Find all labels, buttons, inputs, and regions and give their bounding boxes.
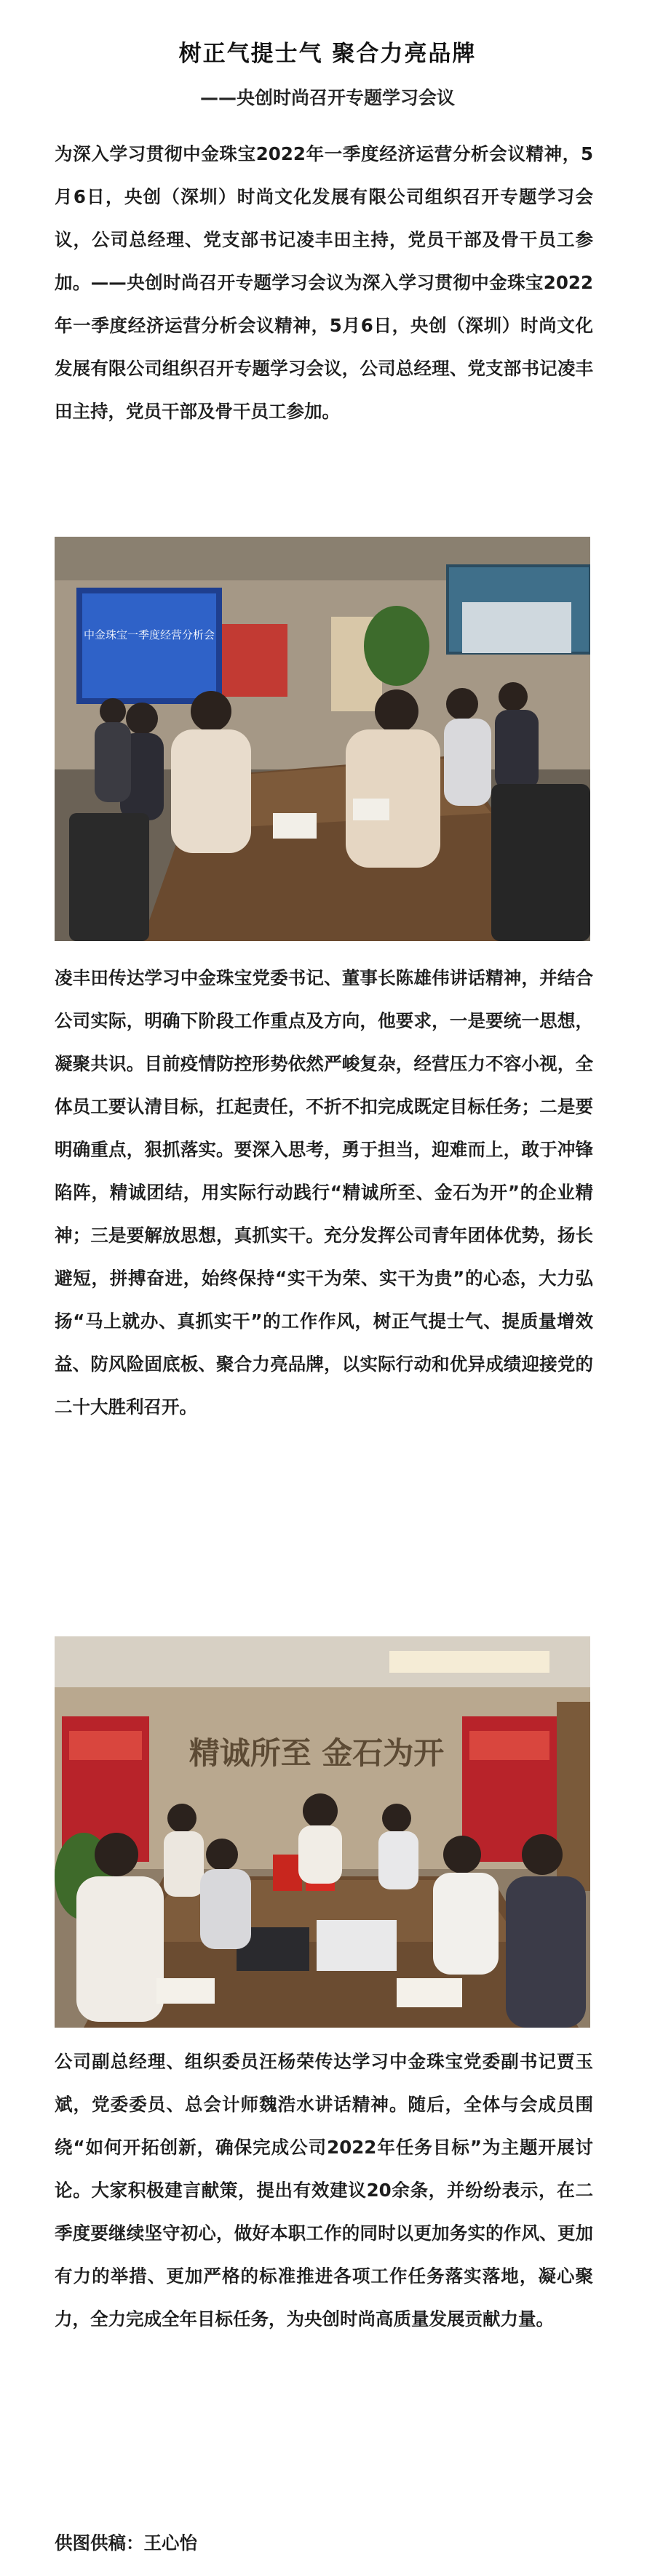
photo-1-screen-text: 中金珠宝一季度经营分析会 <box>83 628 215 641</box>
paragraph-discussion: 公司副总经理、组织委员汪杨荣传达学习中金珠宝党委副书记贾玉斌，党委委员、总会计师魏浩水讲话精神。随后，全体与会成员围绕“如何开拓创新，确保完成公司2022年任务目标”为主题开展讨论。大家积极建言献策，提出有效建议20余条，并纷纷表示，在二季度要继续坚守初心，做好本职工作的同时以更加务实的作风、更加有力的举措、更加严格的标准推进各项工作任务落实落地，凝心聚力，全力完成全年目标任务，为央创时尚高质量发展贡献力量。 <box>55 2051 593 2329</box>
paragraph-intro: 为深入学习贯彻中金珠宝2022年一季度经济运营分析会议精神，5月6日，央创（深圳）时尚文化发展有限公司组织召开专题学习会议，公司总经理、党支部书记凌丰田主持，党员干部及骨干员工参加。——央创时尚召开专题学习会议为深入学习贯彻中金珠宝2022年一季度经济运营分析会议精神，5月6日，央创（深圳）时尚文化发展有限公司组织召开专题学习会议，公司总经理、党支部书记凌丰田主持，党员干部及骨干员工参加。 <box>55 143 593 422</box>
paragraph-speech: 凌丰田传达学习中金珠宝党委书记、董事长陈雄伟讲话精神，并结合公司实际，明确下阶段工作重点及方向，他要求，一是要统一思想，凝聚共识。目前疫情防控形势依然严峻复杂，经营压力不容小视，全体员工要认清目标，扛起责任，不折不扣完成既定目标任务；二是要明确重点，狠抓落实。要深入思考，勇于担当，迎难而上，敢于冲锋陷阵，精诚团结，用实际行动践行“精诚所至、金石为开”的企业精神；三是要解放思想，真抓实干。充分发挥公司青年团体优势，扬长避短，拼搏奋进，始终保持“实干为荣、实干为贵”的心态，大力弘扬“马上就办、真抓实干”的工作作风，树正气提士气、提质量增效益、防风险固底板、聚合力亮品牌，以实际行动和优异成绩迎接党的二十大胜利召开。 <box>55 967 593 1417</box>
article-title: 树正气提士气 聚合力亮品牌 <box>178 41 477 67</box>
article-subtitle: ——央创时尚召开专题学习会议 <box>199 87 455 108</box>
photo-credit: 供图供稿：王心怡 <box>55 2532 197 2553</box>
photo-2-wall-calligraphy: 精诚所至 金石为开 <box>188 1735 445 1771</box>
meeting-photo-2 <box>55 1636 590 2028</box>
meeting-photo-1 <box>55 537 590 941</box>
